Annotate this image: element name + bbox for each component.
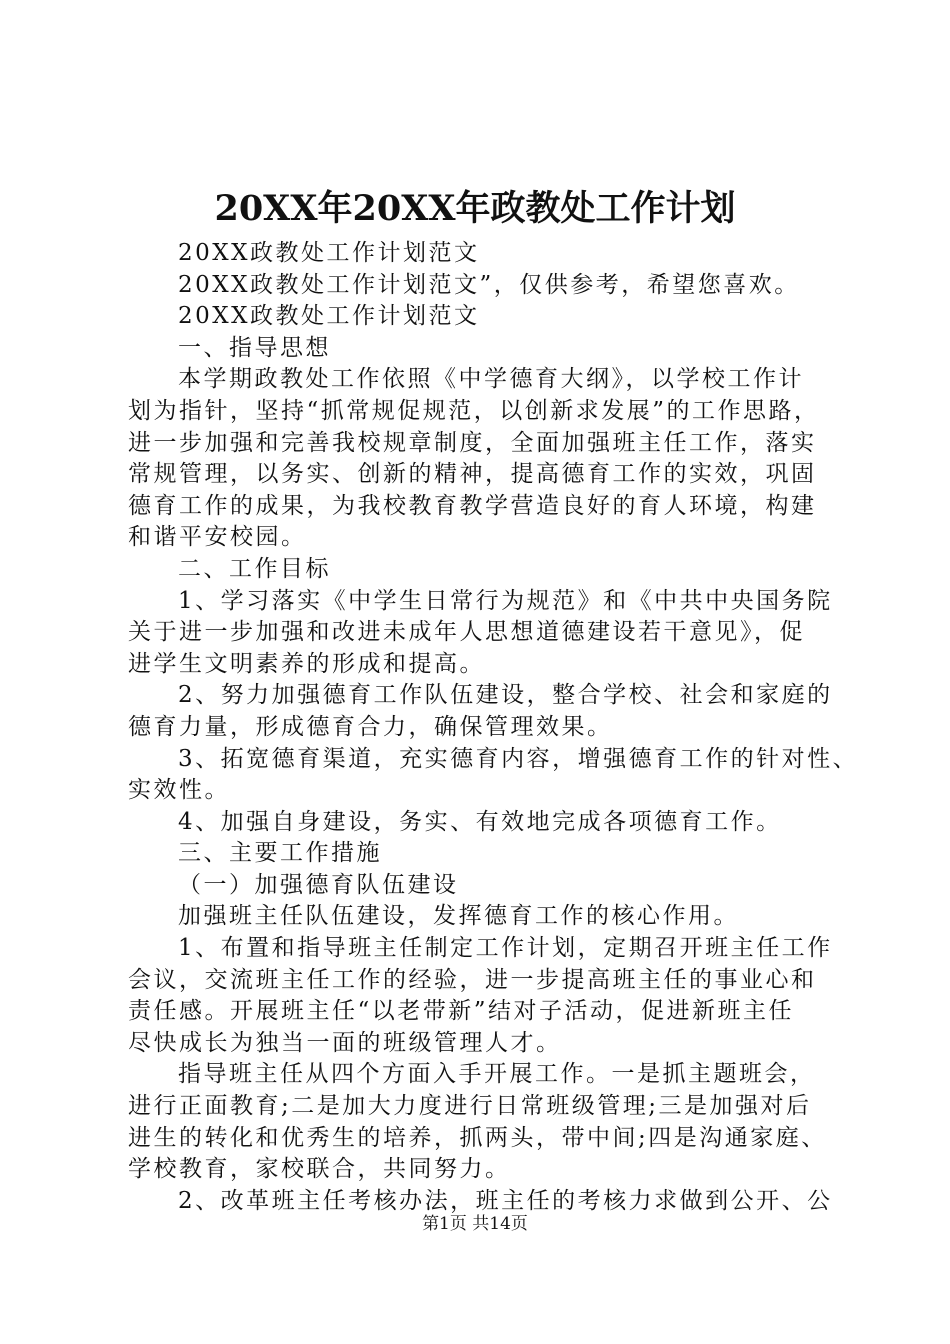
- body-line: 3、拓宽德育渠道，充实德育内容，增强德育工作的针对性、: [178, 745, 859, 772]
- body-line: 进行正面教育;二是加大力度进行日常班级管理;三是加强对后: [128, 1093, 812, 1120]
- body-line: 关于进一步加强和改进未成年人思想道德建设若干意见》，促: [128, 619, 805, 646]
- body-line: 4、加强自身建设，务实、有效地完成各项德育工作。: [178, 808, 782, 835]
- body-line: 本学期政教处工作依照《中学德育大纲》，以学校工作计: [178, 366, 804, 393]
- body-line: 实效性。: [128, 777, 230, 804]
- body-line: 进学生文明素养的形成和提高。: [128, 650, 485, 677]
- body-line: 责任感。开展班主任“以老带新”结对子活动，促进新班主任: [128, 998, 795, 1025]
- body-line: 进生的转化和优秀生的培养，抓两头，带中间;四是沟通家庭、: [128, 1124, 827, 1151]
- body-line: 2、改革班主任考核办法，班主任的考核力求做到公开、公: [178, 1187, 833, 1214]
- body-line: 1、学习落实《中学生日常行为规范》和《中共中央国务院: [178, 587, 833, 614]
- body-line: 进一步加强和完善我校规章制度，全面加强班主任工作，落实: [128, 429, 817, 456]
- body-line: 三、主要工作措施: [178, 840, 382, 867]
- document-body: [128, 238, 859, 1217]
- body-line: 尽快成长为独当一面的班级管理人才。: [128, 1029, 562, 1056]
- body-line: 20XX政教处工作计划范文: [178, 240, 480, 266]
- body-line: 20XX政教处工作计划范文”，仅供参考，希望您喜欢。: [178, 271, 800, 298]
- body-line: 一、指导思想: [178, 334, 331, 361]
- body-line: 划为指针，坚持“抓常规促规范，以创新求发展”的工作思路，: [128, 397, 820, 424]
- body-line: 二、工作目标: [178, 555, 331, 582]
- body-line: 会议，交流班主任工作的经验，进一步提高班主任的事业心和: [128, 966, 817, 993]
- document-title: 20XX年20XX年政教处工作计划: [214, 188, 736, 229]
- body-line: 加强班主任队伍建设，发挥德育工作的核心作用。: [178, 903, 739, 930]
- body-line: 常规管理，以务实、创新的精神，提高德育工作的实效，巩固: [128, 461, 817, 488]
- body-line: 1、布置和指导班主任制定工作计划，定期召开班主任工作: [178, 935, 833, 962]
- body-line: （一）加强德育队伍建设: [178, 871, 459, 898]
- page-number-footer: 第1页 共14页: [422, 1214, 528, 1234]
- body-line: 学校教育，家校联合，共同努力。: [128, 1156, 511, 1183]
- body-line: 指导班主任从四个方面入手开展工作。一是抓主题班会，: [178, 1061, 816, 1088]
- body-line: 20XX政教处工作计划范文: [178, 303, 480, 330]
- body-line: 德育力量，形成德育合力，确保管理效果。: [128, 713, 613, 740]
- body-line: 和谐平安校园。: [128, 524, 307, 551]
- body-line: 2、努力加强德育工作队伍建设，整合学校、社会和家庭的: [178, 682, 833, 709]
- body-line: 德育工作的成果，为我校教育教学营造良好的育人环境，构建: [128, 492, 817, 519]
